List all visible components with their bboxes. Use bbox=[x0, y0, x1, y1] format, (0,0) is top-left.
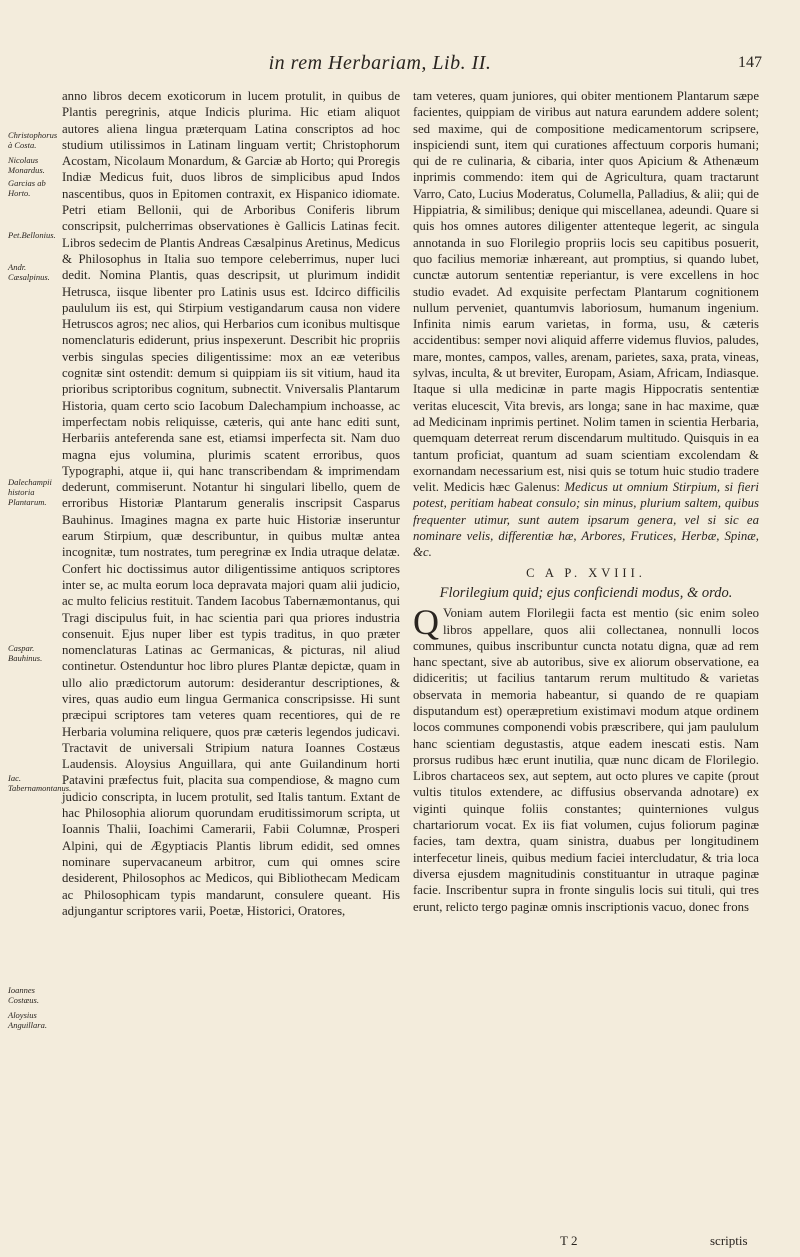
page-number: 147 bbox=[738, 54, 762, 71]
right-column-text bbox=[413, 88, 759, 561]
running-head: in rem Herbariam, Lib. II. bbox=[268, 52, 492, 74]
margin-note: Iac. Tabernamontanus. bbox=[8, 773, 72, 793]
signature-mark: T 2 bbox=[560, 1233, 578, 1248]
margin-note: Garcias ab Horto. bbox=[8, 178, 46, 198]
right-text-before: tam veteres, quam juniores, qui obiter mentionem Plantarum sæpe facientes, quippiam de viribus aut natura earundem addere solent; sed maxime, qui de compositione medicamentorum scripsere, inspiciendi sunt, item qui curationes affectuum corporis humani; qui de re culinaria, & cibaria, inter quos Apicium & Athenæum inprimis commendo: item qui de Agricultura, quam tractarunt Varro, Cato, Lucius Moderatus, Columella, Palladius, & alii; qui de Hippiatria, & similibus; denique qui miscellanea, adeundi. Quare si quis hos omnes autores diligenter attenteque legerit, ac singula annotanda in suo Florilegio propriis locis seu capitibus posuerit, quo facilius memoriæ inhæreant, aut promptius, si quando lubet, cunctæ autorum sententiæ reperiantur, is vere excellens in hoc studio evadet. Ad exquisite perfectam Plantarum cognitionem nullum perveniet, quantumvis laboriosum, humanum ingenium. Infinita nimis earum varietas, in forma, usu, & cæteris accidentibus: semper novi aliquid afferre videmus fluvios, paludes, mare, montes, campos, valles, arenam, parietes, saxa, prata, vineas, sylvas, inculta, & ut breviter, Europam, Asiam, Africam, Indiasque. Itaque si ulla medicinæ in parte magis Hippocratis sententiæ veritas elucescit, Vita brevis, ars longa; sane in hac maxime, quæ ad Medicinam inprimis pertinet. Nolim tamen in scientia Herbaria, quemquam deterreat rerum discendarum multitudo. Quisquis in ea tantum proficiat, quantum ad suam scientiam excolendam & exornandam necessarium est, nisi quis se totum huic studio tradere velit. Medicis hæc Galenus: bbox=[413, 89, 759, 495]
margin-note: Christophorus à Costa. bbox=[8, 130, 58, 150]
chapter-paragraph bbox=[413, 602, 759, 915]
margin-note: Andr. Cæsalpinus. bbox=[8, 262, 50, 282]
margin-note: Aloysius Anguillara. bbox=[8, 1010, 47, 1030]
chapter-label: C A P. XVIII. bbox=[526, 565, 646, 580]
chapter-text: Voniam autem Florilegii facta est mentio (sic enim soleo libros appellare, quos alii collectanea, nonnulli locos communes, quibus inscribuntur cuncta notatu digna, quæ ad rem hanc spectant, sive ab autoribus, sive ex aliorum observatione, ea didiceritis; ut facilius tantarum rerum multitudo & varietas observata in memoria habeantur, si quando de re quapiam disputandum est) operæpretium existimavi modum atque ordinem locos communes componendi vobis præscribere, qui jam paululum hanc scientiam degustastis, atque eadem inescati estis. Nam prorsus rudibus hæc erunt inutilia, quæ nunc dicam de Florilegio. Libros chartaceos sex, aut septem, aut octo plures ve capite (prout vultis titulos extendere, ac diffusius observanda adnotare) ex viginti quinque foliis constantes; quinterniones vulgus chartariorum vocat. Ex iis fiat volumen, cujus foliorum paginæ facies, tam dextra, quam sinistra, duabus per longitudinem interfecetur lineis, quibus medium faciei intercludatur, & tria loca diversa ejusdem magnitudinis constituantur in utraque paginæ facie. Inscribentur supra in fronte singulis locis sui tituli, qui tres erunt, relicto tergo paginæ omnis inscriptionis vacuo, donec frons bbox=[413, 606, 759, 914]
chapter-title: Florilegium quid; ejus conficiendi modus, & ordo. bbox=[439, 584, 733, 601]
left-column-text: anno libros decem exoticorum in lucem protulit, in quibus de Plantis peregrinis, atque Indicis plurima. Hic etiam aliquot autores aliena lingua præterquam Latina conscriptos ad hoc studium utilissimos in Latinam linguam vertit; Christophorum Acostam, Nicolaum Monardum, & Garciæ ab Horto; qui Proregis Indiæ Medicus fuit, duos libros de simplicibus apud Indos nascentibus, quos in Epitomen contraxit, ex Hispanico idiomate. Petri etiam Bellonii, qui de Arboribus Coniferis librum conscripsit, pulcherrimas observationes è Gallicis Latinas fecit. Libros sedecim de Plantis Andreas Cæsalpinus Aretinus, Medicus & Philosophus in Italia suo tempore celeberrimus, nuper luci dedit. Nomina Plantis, quas descripsit, ut plurimum indidit Hetrusca, iisque libenter pro Latinis usus est. Idcirco difficilis paululum iis est, qui Stirpium vestigandarum causa non videre Hetruscos agros; nec alios, qui Herbarios cum iconibus multisque nomenclaturis ediderunt, prius inspexerunt. Describit hic propriis verbis singulas species diligentissime: mox an eæ veteribus cognitæ sint ostendit: demum si quippiam iis sit vitium, haud ita prioribus scriptoribus cognitum, subnectit. Vniversalis Plantarum Historia, quam certo scio Iacobum Dalechampium inchoasse, ac imperfectam nobis reliquisse, cæteris, qui ante hanc editi sunt, Herbariis anteferenda sane est, etiamsi imperfecta sit. Nam duo magna ejus volumina, plurimis scatent erroribus, quos Typographi, atque ii, qui hanc transcribendam & imprimendam dederunt, commiserunt. Notantur hi singulari libello, quem de erroribus Historiæ Plantarum generalis inscripsit Casparus Bauhinus. Imagines magna ex parte huic Historiæ inseruntur earum Stirpium, quæ describuntur, in quibus multæ antea incognitæ, tum nostrates, tum peregrinæ ex India utraque delatæ. Confert hic doctissimus autor diligentissime antiquos scriptores inter se, ac multa eorum loca depravata majori quam alii judicio, ac multo felicius restituit. Tandem Iacobus Tabernæmontanus, qui Tragi discipulus fuit, in hac scientia pari qua priores industria consenuit. Ejus nuper liber est typis traditus, in quo præter nomenclaturas Latinas ac Germanicas, & picturas, nil aliud continetur. Ostenduntur hoc libro plures Plantæ depictæ, quam in ullo alio prædictorum autorum: desiderantur descriptiones, & vires, quas audio eum lingua Germanica conscripsisse. Hi sunt præcipui scriptores tam veteres quam recentiores, qui de re Herbaria volumina reliquere, quos præ cæteris legendos judicavi. Tractavit de universali Stripium natura Ioannes Costæus Laudensis. Aloysius Anguillara, qui ante Guilandinum horti Patavini præfectus fuit, placita sua compendiose, & magno cum judicio conscripta, in lucem protulit, sed Italis tantum. Extant de hac Philosophia aliorum quorundam eruditissimorum scripta, ut Ioannis Thalii, Ioachimi Camerarii, Fabii Columnæ, Prosperi Alpini, qui de Ægyptiacis Plantis librum edidit, sed omnes nominare supervacaneum arbitror, cum qui omnes scire desiderent, Philosophos ac Medicos, qui Bibliothecam Medicam ac Philosophicam typis mandarunt, consulere queant. His adjungantur scriptores varii, Poetæ, Historici, Oratores, bbox=[62, 89, 400, 918]
right-column bbox=[413, 88, 759, 915]
margin-note: Dalechampii historia Plantarum. bbox=[8, 477, 52, 507]
dropcap: Q bbox=[413, 602, 439, 643]
catchword: scriptis bbox=[710, 1233, 748, 1248]
page-header bbox=[0, 52, 800, 76]
left-column bbox=[62, 88, 400, 919]
margin-note: Caspar. Bauhinus. bbox=[8, 643, 43, 663]
galen-quote: Medicus ut omnium Stirpium, si fieri potest, peritiam habeat consulo; sin minus, plurium saltem, quibus frequenter utimur, sunt autem ipsarum genera, vel si sic ea nominare velis, differentiæ hæ, Arbores, Frutices, Herbæ, Spinæ, &c. bbox=[413, 480, 759, 560]
margin-note: Pet.Bellonius. bbox=[8, 230, 56, 240]
margin-note: Nicolaus Monardus. bbox=[8, 155, 45, 175]
margin-note: Ioannes Costæus. bbox=[8, 985, 39, 1005]
